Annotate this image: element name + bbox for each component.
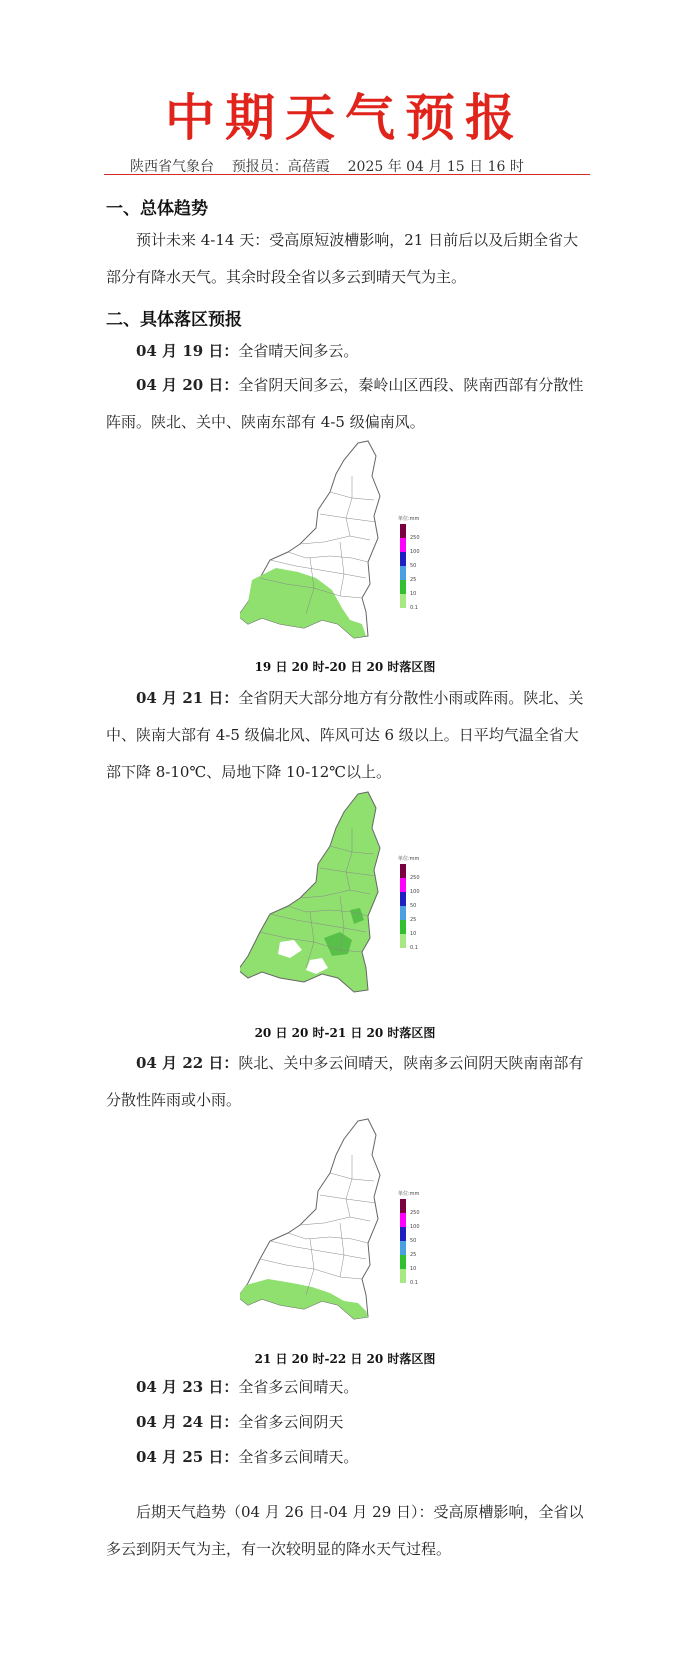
rain-legend [398, 515, 420, 611]
day-text: 全省阴天间多云，秦岭山区西段、陕南西部有分散性阵雨。陕北、关中、陕南东部有 4-5 级偏南风。 [106, 376, 584, 431]
svg-text:50: 50 [410, 1238, 417, 1244]
agency-name: 陕西省气象台 [130, 159, 214, 175]
day-text: 全省多云间阴天 [238, 1413, 344, 1431]
date-label: 04 月 19 日： [136, 342, 239, 360]
svg-text:250: 250 [410, 875, 420, 881]
day-text: 陕北、关中多云间晴天，陕南多云间阴天陕南南部有分散性阵雨或小雨。 [106, 1054, 584, 1109]
day-text: 全省多云间晴天。 [238, 1448, 359, 1466]
svg-text:0.1: 0.1 [410, 1280, 418, 1286]
rain-map-3 [240, 1117, 440, 1337]
svg-text:100: 100 [410, 1224, 420, 1230]
later-trend-text: 后期天气趋势（04 月 26 日-04 月 29 日）：受高原槽影响，全省以多云到阴天气为主，有一次较明显的降水天气过程。 [106, 1503, 584, 1558]
date-label: 04 月 24 日： [136, 1413, 239, 1431]
svg-text:100: 100 [410, 549, 420, 555]
forecast-day-24 [106, 1404, 588, 1441]
svg-text:25: 25 [410, 577, 417, 583]
date-label: 04 月 22 日： [136, 1054, 239, 1072]
day-text: 全省多云间晴天。 [238, 1378, 359, 1396]
forecast-day-19 [106, 333, 588, 370]
date-label: 04 月 23 日： [136, 1378, 239, 1396]
forecast-day-23 [106, 1369, 588, 1406]
forecast-day-22 [106, 1045, 588, 1119]
map-3-caption: 21 日 20 时-22 日 20 时落区图 [254, 1352, 436, 1366]
svg-text:10: 10 [410, 1266, 417, 1272]
map-2-caption: 20 日 20 时-21 日 20 时落区图 [254, 1026, 436, 1040]
svg-text:250: 250 [410, 535, 420, 541]
detail-heading: 二、具体落区预报 [106, 310, 242, 330]
legend-unit: 单位:mm [398, 1191, 420, 1197]
forecast-day-25 [106, 1439, 588, 1476]
rain-map-2 [240, 790, 440, 1010]
day-text: 全省阴天大部分地方有分散性小雨或阵雨。陕北、关中、陕南大部有 4-5 级偏北风、阵风可达 6 级以上。日平均气温全省大部下降 8-10℃、局地下降 10-12℃以上。 [106, 689, 584, 781]
legend-unit: 单位:mm [398, 856, 420, 862]
svg-text:10: 10 [410, 931, 417, 937]
svg-text:25: 25 [410, 1252, 417, 1258]
trend-text: 预计未来 4-14 天：受高原短波槽影响，21 日前后以及后期全省大部分有降水天气。其余时段全省以多云到晴天气为主。 [106, 231, 579, 286]
svg-text:10: 10 [410, 591, 417, 597]
svg-text:50: 50 [410, 563, 417, 569]
day-text: 全省晴天间多云。 [238, 342, 359, 360]
issue-time: 2025 年 04 月 15 日 16 时 [347, 159, 524, 175]
forecast-day-21 [106, 680, 588, 791]
svg-text:50: 50 [410, 903, 417, 909]
svg-text:0.1: 0.1 [410, 945, 418, 951]
forecaster-name: 预报员：高蓓霞 [231, 159, 330, 175]
header-meta [130, 156, 524, 176]
rain-legend [398, 855, 420, 951]
date-label: 04 月 20 日： [136, 376, 239, 394]
svg-text:100: 100 [410, 889, 420, 895]
svg-text:250: 250 [410, 1210, 420, 1216]
document-title: 中期天气预报 [165, 89, 525, 147]
trend-heading: 一、总体趋势 [106, 199, 208, 219]
header-rule [104, 174, 590, 175]
forecast-day-20 [106, 367, 588, 441]
rain-legend [398, 1190, 420, 1286]
legend-unit: 单位:mm [398, 516, 420, 522]
svg-text:0.1: 0.1 [410, 605, 418, 611]
date-label: 04 月 25 日： [136, 1448, 239, 1466]
svg-text:25: 25 [410, 917, 417, 923]
rain-map-1 [240, 438, 440, 648]
date-label: 04 月 21 日： [136, 689, 239, 707]
map-1-caption: 19 日 20 时-20 日 20 时落区图 [254, 660, 436, 674]
